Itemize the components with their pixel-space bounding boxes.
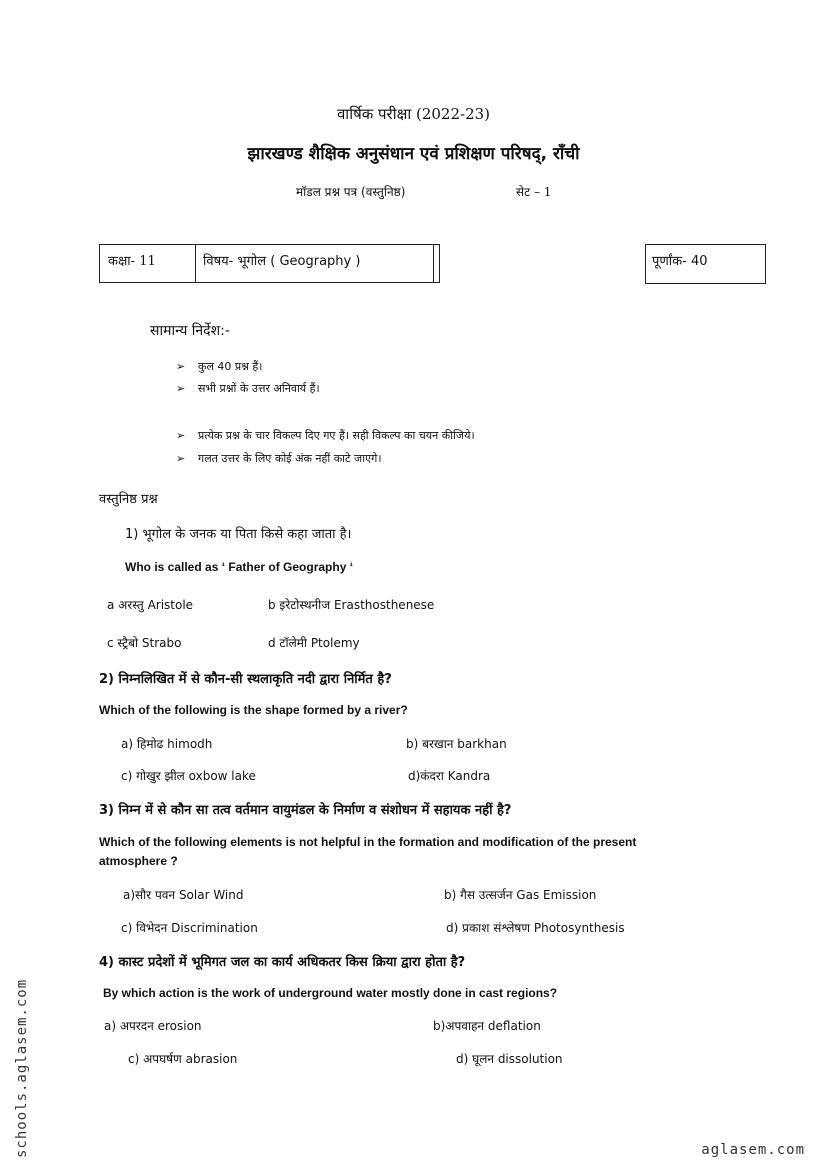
q2-option-b: b) बरखान barkhan (406, 737, 507, 751)
question-1-english: Who is called as ‘ Father of Geography ‘ (125, 560, 354, 574)
side-watermark: schools.aglasem.com (14, 978, 30, 1158)
question-3-hindi: 3) निम्न में से कौन सा तत्व वर्तमान वायुमंडल के निर्माण व संशोधन में सहायक नहीं है? (99, 803, 512, 818)
instruction-item: ➢ सभी प्रश्नों के उत्तर अनिवार्य हैं। (176, 382, 320, 395)
q3-option-d: d) प्रकाश संश्लेषण Photosynthesis (446, 921, 625, 935)
board-name: झारखण्ड शैक्षिक अनुसंधान एवं प्रशिक्षण परिषद्, राँची (247, 144, 580, 164)
bullet-arrow-icon: ➢ (176, 429, 186, 442)
info-table-divider-2 (433, 244, 434, 283)
full-marks-cell: पूर्णांक- 40 (652, 254, 708, 269)
q1-option-a: a अरस्तु Aristole (107, 598, 194, 612)
instruction-item: ➢ गलत उत्तर के लिए कोई अंक नहीं काटे जाएगे। (176, 452, 382, 465)
q3-option-a: a)सौर पवन Solar Wind (123, 888, 244, 902)
q2-option-c: c) गोखुर झील oxbow lake (121, 769, 256, 783)
paper-type: मॉडल प्रश्न पत्र (वस्तुनिष्ठ) (296, 185, 406, 199)
q2-option-d: d)कंदरा Kandra (408, 769, 491, 783)
q4-option-c: c) अपघर्षण abrasion (128, 1052, 238, 1066)
instruction-item: ➢ प्रत्येक प्रश्न के चार विकल्प दिए गए हैं। सही विकल्प का चयन कीजिये। (176, 429, 475, 442)
q1-option-c: c स्ट्रैबो Strabo (107, 636, 182, 650)
instructions-heading: सामान्य निर्देश:- (150, 323, 230, 339)
footer-watermark: aglasem.com (701, 1142, 805, 1158)
section-title: वस्तुनिष्ठ प्रश्न (99, 492, 158, 507)
exam-title: वार्षिक परीक्षा (2022-23) (336, 105, 491, 123)
bullet-arrow-icon: ➢ (176, 382, 186, 395)
q1-option-b: b इरेटोस्थनीज Erasthosthenese (268, 598, 435, 612)
instruction-item: ➢ कुल 40 प्रश्न हैं। (176, 360, 263, 373)
q4-option-a: a) अपरदन erosion (104, 1019, 202, 1033)
bullet-arrow-icon: ➢ (176, 452, 186, 465)
q2-option-a: a) हिमोढ himodh (121, 737, 213, 751)
q3-option-b: b) गैस उत्सर्जन Gas Emission (444, 888, 597, 902)
question-3-english: Which of the following elements is not helpful in the formation and modification of the present (99, 835, 637, 849)
q3-option-c: c) विभेदन Discrimination (121, 921, 258, 935)
bullet-arrow-icon: ➢ (176, 360, 186, 373)
subject-cell: विषय- भूगोल ( Geography ) (203, 254, 361, 269)
set-number: सेट – 1 (516, 185, 552, 199)
question-1-hindi: 1) भूगोल के जनक या पिता किसे कहा जाता है। (125, 527, 352, 542)
info-table-divider (195, 244, 196, 283)
question-4-english: By which action is the work of underground water mostly done in cast regions? (103, 986, 558, 1000)
question-4-hindi: 4) कास्ट प्रदेशों में भूमिगत जल का कार्य अधिकतर किस क्रिया द्वारा होता है? (99, 955, 466, 970)
question-2-english: Which of the following is the shape formed by a river? (99, 703, 408, 717)
class-cell: कक्षा- 11 (108, 254, 156, 269)
question-2-hindi: 2) निम्नलिखित में से कौन-सी स्थलाकृति नदी द्वारा निर्मित है? (99, 672, 392, 687)
question-3-english-cont: atmosphere ? (99, 854, 178, 868)
q4-option-b: b)अपवाहन deflation (433, 1019, 541, 1033)
q4-option-d: d) घूलन dissolution (456, 1052, 563, 1066)
q1-option-d: d टॉलेमी Ptolemy (268, 636, 360, 650)
